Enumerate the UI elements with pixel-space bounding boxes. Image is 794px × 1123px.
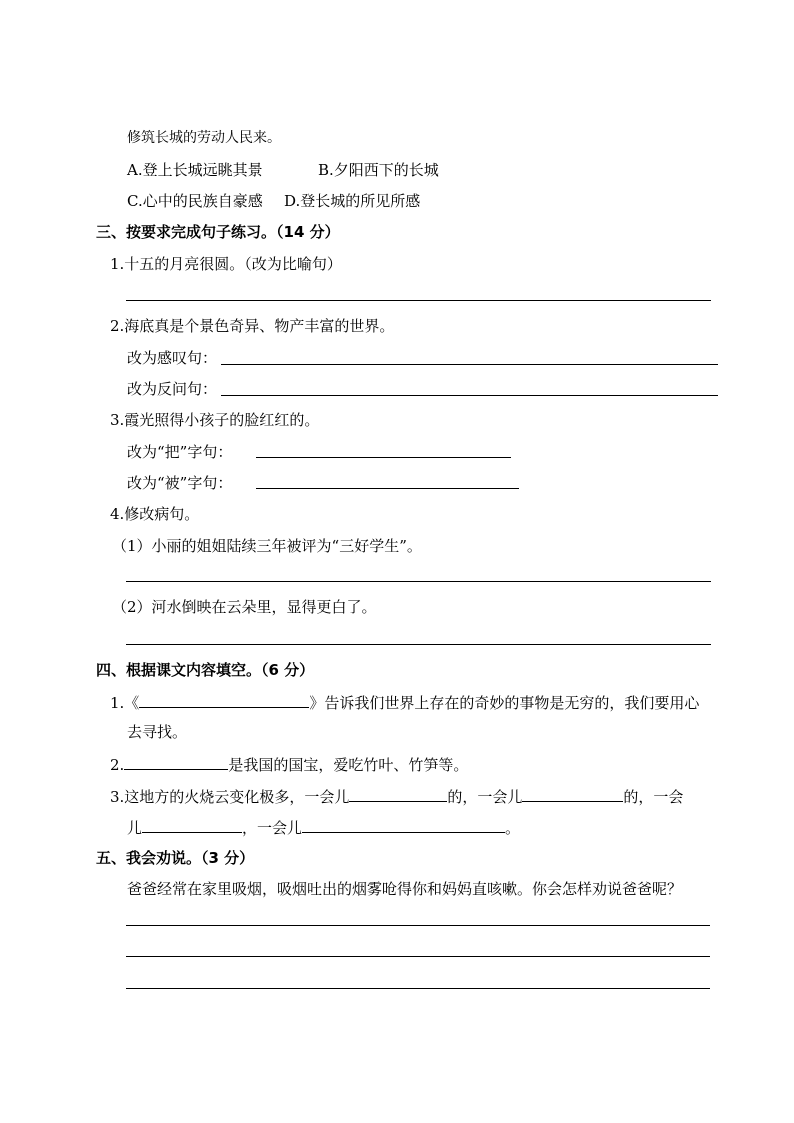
section-heading-5: 五、我会劝说。（3 分） <box>96 849 255 867</box>
s3-q3-bei-line[interactable] <box>256 488 519 489</box>
s4-q3-blank-2[interactable] <box>522 786 623 802</box>
s3-q2-exclamation-line[interactable] <box>221 364 718 365</box>
s3-question-3: 3.霞光照得小孩子的脸红红的。 <box>110 411 320 429</box>
option-d: D.登长城的所见所感 <box>284 192 421 210</box>
s4-question-3 <box>110 786 683 807</box>
option-b: B.夕阳西下的长城 <box>318 161 439 179</box>
s4-q3-line2-end: 。 <box>505 819 521 837</box>
question-continuation: 修筑长城的劳动人民来。 <box>127 130 281 146</box>
s4-q2-blank[interactable] <box>124 754 228 770</box>
s4-q3-mid-1: 的，一会儿 <box>447 788 523 806</box>
s4-q2-prefix: 2. <box>110 756 125 774</box>
s3-question-2: 2.海底真是个景色奇异、物产丰富的世界。 <box>110 317 395 335</box>
s4-question-1 <box>110 692 699 713</box>
s3-q4-2-answer-line[interactable] <box>126 644 711 645</box>
s4-q1-prefix: 1.《 <box>110 694 140 712</box>
s4-q1-suffix: 》告诉我们世界上存在的奇妙的事物是无穷的，我们要用心 <box>309 694 700 712</box>
s5-answer-line-1[interactable] <box>126 925 710 926</box>
s4-q1-continuation: 去寻找。 <box>127 723 188 741</box>
s4-question-3-line2 <box>127 817 520 838</box>
s4-q3-line2-prefix: 儿 <box>127 819 143 837</box>
option-a: A.登上长城远眺其景 <box>127 161 263 179</box>
s3-q2-rhetorical-line[interactable] <box>221 395 718 396</box>
s3-question-1: 1.十五的月亮很圆。（改为比喻句） <box>110 255 342 273</box>
s4-q3-line2-mid: ，一会儿 <box>242 819 303 837</box>
s3-question-4: 4.修改病句。 <box>110 505 200 523</box>
s3-q4-sentence-2: （2）河水倒映在云朵里，显得更白了。 <box>112 598 377 616</box>
s3-q3-bei-label: 改为“被”字句： <box>127 474 233 492</box>
s4-q2-suffix: 是我国的国宝，爱吃竹叶、竹笋等。 <box>228 756 469 774</box>
s5-answer-line-3[interactable] <box>126 988 710 989</box>
option-c: C.心中的民族自豪感 <box>127 192 263 210</box>
section-heading-3: 三、按要求完成句子练习。（14 分） <box>96 223 340 241</box>
s4-q3-blank-1[interactable] <box>349 786 447 802</box>
s4-question-2 <box>110 754 468 775</box>
s4-q3-blank-4[interactable] <box>302 817 505 833</box>
s3-q2-rhetorical-label: 改为反问句： <box>127 380 218 398</box>
s5-prompt: 爸爸经常在家里吸烟，吸烟吐出的烟雾呛得你和妈妈直咳嗽。你会怎样劝说爸爸呢？ <box>127 880 683 898</box>
section-heading-4: 四、根据课文内容填空。（6 分） <box>96 661 315 679</box>
s4-q1-blank[interactable] <box>139 692 309 708</box>
s3-q2-exclamation-label: 改为感叹句： <box>127 349 218 367</box>
s5-answer-line-2[interactable] <box>126 956 710 957</box>
s3-q4-1-answer-line[interactable] <box>126 581 711 582</box>
s3-q1-answer-line[interactable] <box>126 300 711 301</box>
s3-q3-ba-line[interactable] <box>256 457 511 458</box>
s3-q3-ba-label: 改为“把”字句： <box>127 443 233 461</box>
s4-q3-prefix: 3.这地方的火烧云变化极多，一会儿 <box>110 788 350 806</box>
s3-q4-sentence-1: （1）小丽的姐姐陆续三年被评为“三好学生”。 <box>112 537 422 555</box>
s4-q3-blank-3[interactable] <box>142 817 242 833</box>
s4-q3-mid-2: 的，一会 <box>623 788 684 806</box>
